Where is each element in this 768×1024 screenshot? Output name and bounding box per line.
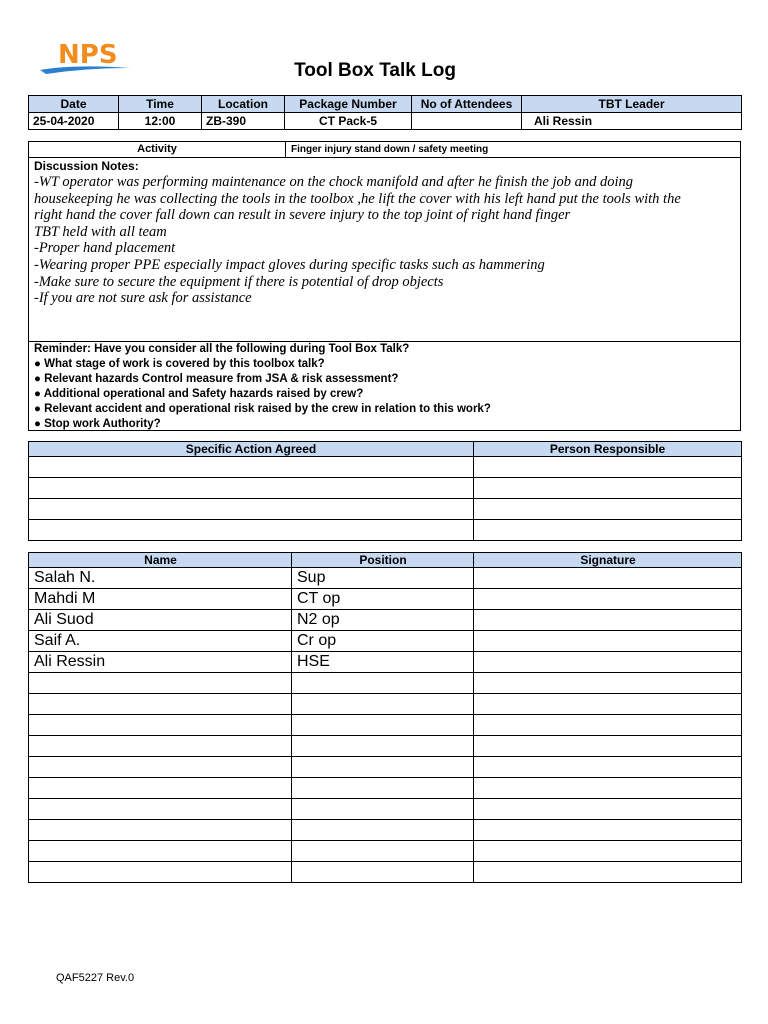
action-cell[interactable]	[29, 520, 474, 541]
attendee-signature[interactable]	[474, 715, 742, 736]
attendees-count-header: No of Attendees	[412, 96, 522, 113]
discussion-line: housekeeping he was collecting the tools in the toolbox ,he lift the cover with his left hand put the tools with the	[34, 190, 681, 207]
table-row	[29, 778, 742, 799]
form-code: QAF5227 Rev.0	[56, 972, 135, 984]
reminder-section	[29, 341, 740, 431]
attendee-name[interactable]	[29, 694, 292, 715]
discussion-line: -If you are not sure ask for assistance	[34, 290, 252, 307]
time-value: 12:00	[119, 113, 202, 130]
attendee-signature[interactable]	[474, 694, 742, 715]
package-number-value: CT Pack-5	[285, 113, 412, 130]
attendee-position[interactable]	[292, 757, 474, 778]
responsible-cell[interactable]	[474, 499, 742, 520]
attendee-signature[interactable]	[474, 568, 742, 589]
discussion-line: -WT operator was performing maintenance on the chock manifold and after he finish the job and doing	[34, 174, 634, 190]
table-row	[29, 862, 742, 883]
attendee-position: HSE	[292, 652, 474, 673]
package-number-header: Package Number	[285, 96, 412, 113]
discussion-line: -Proper hand placement	[34, 240, 176, 257]
reminder-item: ● Relevant hazards Control measure from JSA & risk assessment?	[34, 373, 399, 385]
tbt-leader-value: Ali Ressin	[522, 113, 742, 130]
attendee-name[interactable]	[29, 799, 292, 820]
logo-text: NPS	[58, 40, 118, 70]
location-value: ZB-390	[202, 113, 285, 130]
attendee-signature[interactable]	[474, 673, 742, 694]
activity-label: Activity	[29, 142, 286, 157]
attendee-name[interactable]	[29, 736, 292, 757]
attendee-name: Mahdi M	[29, 589, 292, 610]
specific-action-header: Specific Action Agreed	[29, 442, 474, 457]
table-row	[29, 841, 742, 862]
attendee-name: Ali Ressin	[29, 652, 292, 673]
attendee-signature[interactable]	[474, 820, 742, 841]
table-row	[29, 820, 742, 841]
action-cell[interactable]	[29, 478, 474, 499]
discussion-line: TBT held with all team	[34, 223, 167, 240]
time-header: Time	[119, 96, 202, 113]
attendee-name[interactable]	[29, 778, 292, 799]
attendee-position: N2 op	[292, 610, 474, 631]
responsible-cell[interactable]	[474, 478, 742, 499]
table-row	[29, 715, 742, 736]
attendee-position[interactable]	[292, 820, 474, 841]
attendee-name: Ali Suod	[29, 610, 292, 631]
attendee-signature[interactable]	[474, 610, 742, 631]
attendee-position[interactable]	[292, 694, 474, 715]
attendee-position[interactable]	[292, 778, 474, 799]
discussion-line: -Wearing proper PPE especially impact gloves during specific tasks such as hammering	[34, 256, 545, 273]
attendee-signature[interactable]	[474, 778, 742, 799]
attendee-name[interactable]	[29, 820, 292, 841]
discussion-notes-text	[34, 174, 734, 307]
attendee-signature[interactable]	[474, 757, 742, 778]
attendee-name[interactable]	[29, 862, 292, 883]
attendee-signature[interactable]	[474, 589, 742, 610]
reminder-item: ● What stage of work is covered by this toolbox talk?	[34, 358, 325, 370]
actions-table	[28, 441, 742, 541]
reminder-item: ● Relevant accident and operational risk raised by the crew in relation to this work?	[34, 403, 491, 415]
table-row	[29, 568, 742, 589]
table-row	[29, 520, 742, 541]
attendee-position[interactable]	[292, 841, 474, 862]
attendee-position[interactable]	[292, 736, 474, 757]
attendee-name: Salah N.	[29, 568, 292, 589]
table-row	[29, 610, 742, 631]
attendees-table	[28, 552, 742, 883]
activity-value: Finger injury stand down / safety meeting	[291, 144, 489, 155]
table-row	[29, 757, 742, 778]
position-header: Position	[292, 553, 474, 568]
responsible-cell[interactable]	[474, 457, 742, 478]
table-row	[29, 589, 742, 610]
tbt-leader-header: TBT Leader	[522, 96, 742, 113]
attendee-signature[interactable]	[474, 841, 742, 862]
meeting-info-table	[28, 95, 742, 130]
reminder-item: ● Stop work Authority?	[34, 418, 161, 430]
table-row	[29, 478, 742, 499]
date-header: Date	[29, 96, 119, 113]
table-row	[29, 631, 742, 652]
discussion-line: -Make sure to secure the equipment if there is potential of drop objects	[34, 273, 444, 290]
responsible-cell[interactable]	[474, 520, 742, 541]
action-cell[interactable]	[29, 457, 474, 478]
attendee-position: Cr op	[292, 631, 474, 652]
attendee-signature[interactable]	[474, 862, 742, 883]
discussion-notes-label: Discussion Notes:	[34, 159, 139, 173]
attendee-signature[interactable]	[474, 799, 742, 820]
action-cell[interactable]	[29, 499, 474, 520]
table-row	[29, 499, 742, 520]
attendee-position[interactable]	[292, 799, 474, 820]
attendee-position[interactable]	[292, 715, 474, 736]
attendee-signature[interactable]	[474, 652, 742, 673]
table-row	[29, 736, 742, 757]
activity-row	[29, 142, 740, 158]
attendees-count-value	[412, 113, 522, 130]
attendee-name: Saif A.	[29, 631, 292, 652]
table-row	[29, 673, 742, 694]
date-value: 25-04-2020	[29, 113, 119, 130]
attendee-name[interactable]	[29, 715, 292, 736]
attendee-position[interactable]	[292, 673, 474, 694]
attendee-name[interactable]	[29, 673, 292, 694]
person-responsible-header: Person Responsible	[474, 442, 742, 457]
attendee-position: Sup	[292, 568, 474, 589]
attendee-signature[interactable]	[474, 736, 742, 757]
attendee-position: CT op	[292, 589, 474, 610]
table-row	[29, 652, 742, 673]
attendee-signature[interactable]	[474, 631, 742, 652]
attendee-name[interactable]	[29, 841, 292, 862]
discussion-line: right hand the cover fall down can result in severe injury to the top joint of right hand finger	[34, 207, 571, 224]
discussion-section	[28, 141, 741, 431]
table-row	[29, 694, 742, 715]
page-title: Tool Box Talk Log	[294, 60, 456, 81]
reminder-item: ● Additional operational and Safety hazards raised by crew?	[34, 388, 364, 400]
attendee-position[interactable]	[292, 862, 474, 883]
reminder-title: Reminder: Have you consider all the following during Tool Box Talk?	[34, 343, 410, 355]
name-header: Name	[29, 553, 292, 568]
table-row	[29, 457, 742, 478]
table-row	[29, 799, 742, 820]
location-header: Location	[202, 96, 285, 113]
signature-header: Signature	[474, 553, 742, 568]
attendee-name[interactable]	[29, 757, 292, 778]
